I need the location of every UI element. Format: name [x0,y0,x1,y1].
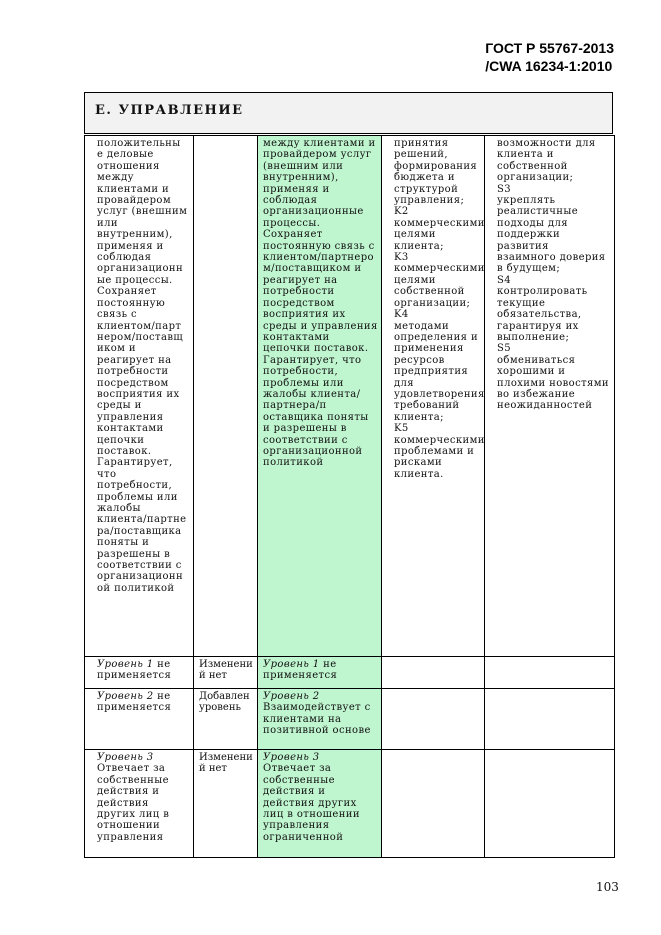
cell-level3-col3 [258,750,382,858]
knowledge-text: методами определения и применения ресурсов предприятия для удовлетворения требований клиента; [394,320,485,423]
level-text: Отвечает за собственные действия и действия других лиц в отношении управления ограниченной [263,763,360,843]
cell-level3-col1 [85,750,194,858]
knowledge-code: K4 [394,309,409,321]
skill-code: S3 [497,183,512,195]
competence-table [84,135,615,858]
cell-level1-col3 [258,657,382,689]
skill-text: контролировать текущие обязательства, гарантируя их выполнение; [497,286,588,343]
cell-level2-col3 [258,689,382,750]
level-label: Уровень 2 [263,691,320,702]
knowledge-text: принятия решений, формирования бюджета и структурой управления; [394,138,478,207]
cell-level1-col1 [85,657,194,689]
cell-main-col3: между клиентами и провайдером услуг (внешним или внутренним), применяя и соблюдая организационные процессы. Сохраняет постоянную связь с клиентом/партнеро м/поставщиком и реагирует на потребности посредством восприятия их среды и управления контактами цепочки поставок. Гарантирует, что потребности, проблемы или жалобы клиента/партнера/п оставщика поняты и разрешены в соответствии с организационной политикой [258,136,382,657]
knowledge-code: K5 [394,423,409,435]
skill-text: укреплять реалистичные подходы для поддержки развития взаимного доверия в будущем; [497,195,606,275]
cell-level2-col5 [485,689,615,750]
skill-text: обмениваться хорошими и плохими новостями во избежание неожиданностей [497,354,609,412]
cell-level1-col5 [485,657,615,689]
level-label: Уровень 3 [263,752,320,763]
skill-code: S4 [497,274,512,286]
level-label: Уровень 1 [97,659,154,670]
cell-level2-col4 [382,689,485,750]
cell-main-col4 [382,136,485,657]
cell-level2-col2: Добавлен уровень [194,689,258,750]
knowledge-text: коммерческими целями клиента; [394,217,485,252]
cell-level1-col2: Изменени й нет [194,657,258,689]
level-label: Уровень 1 [263,659,320,670]
knowledge-text: коммерческими проблемами и рисками клиента. [394,434,485,480]
cell-level1-col4 [382,657,485,689]
header-cwa-code: /CWA 16234-1:2010 [485,58,613,74]
page-number: 103 [596,880,619,894]
level-label: Уровень 2 [97,691,154,702]
level-text: не применяется [97,659,172,682]
cell-main-col5 [485,136,615,657]
cell-level3-col4 [382,750,485,858]
cell-main-col2 [194,136,258,657]
level-text: Взаимодействует с клиентами на позитивной основе [263,702,371,737]
cell-level3-col5 [485,750,615,858]
table-row-level3 [85,750,615,858]
table-row-main [85,136,615,657]
level-text: не применяется [263,659,338,682]
level-text: не применяется [97,691,172,714]
section-title-box [84,92,613,134]
skill-text: возможности для клиента и собственной организации; [497,138,596,184]
level-text: Отвечает за собственные действия и действия других лиц в отношении управления [97,763,170,843]
section-title: Е. УПРАВЛЕНИЕ [95,103,244,118]
header-standard-code: ГОСТ Р 55767-2013 [485,40,614,56]
cell-level3-col2: Изменени й нет [194,750,258,858]
table-row-level2 [85,689,615,750]
skill-code: S5 [497,343,512,355]
knowledge-code: K3 [394,252,409,264]
cell-main-col1: положительны е деловые отношения между клиентами и провайдером услуг (внешним или внутренним), применяя и соблюдая организационн ые процессы. Сохраняет постоянную связь с клиентом/парт нером/поставщ иком и реагирует на потребности посредством восприятия их среды и управления контактами цепочки поставок. Гарантирует, что потребности, проблемы или жалобы клиента/партне ра/поставщика поняты и разрешены в соответствии с организационн ой политикой [85,136,194,657]
document-header [485,39,614,75]
cell-level2-col1 [85,689,194,750]
level-label: Уровень 3 [97,752,154,763]
knowledge-text: коммерческими целями собственной организации; [394,263,485,309]
knowledge-code: K2 [394,206,409,218]
table-row-level1 [85,657,615,689]
